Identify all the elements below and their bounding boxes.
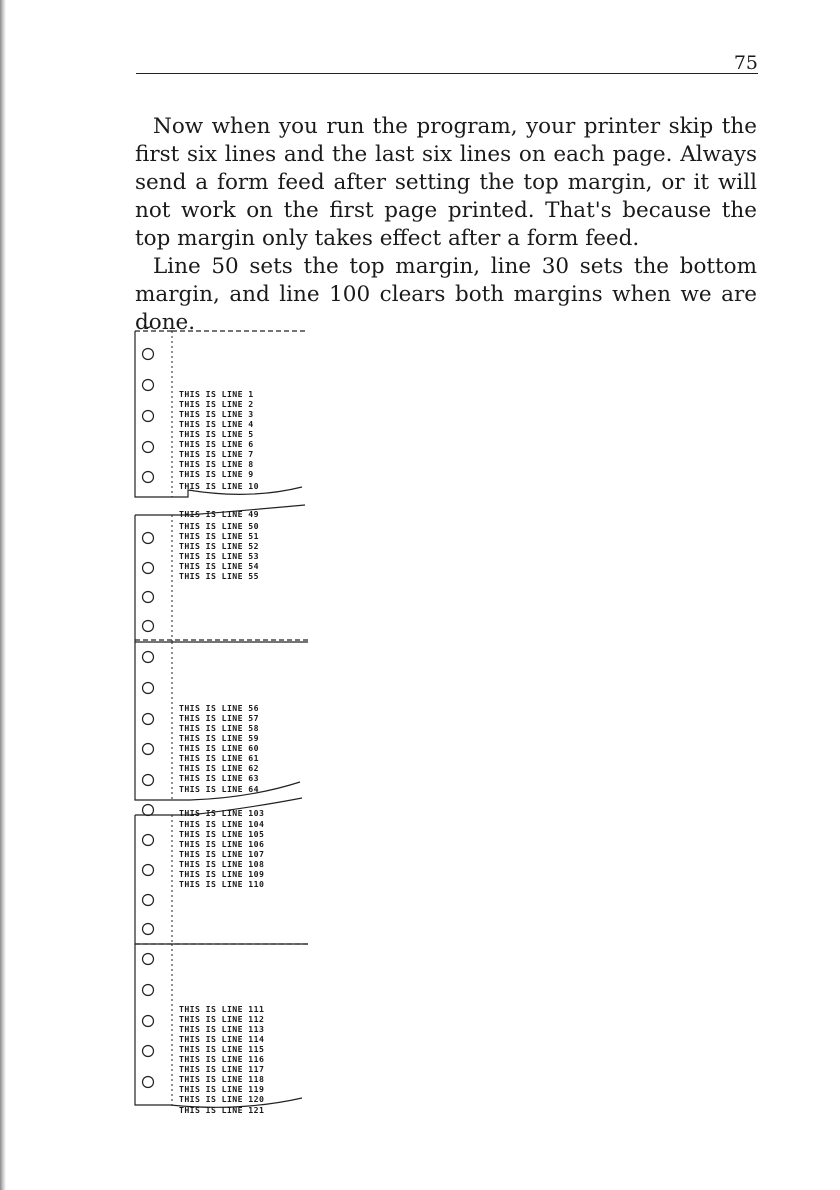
printed-line: THIS IS LINE 51 [179,531,259,541]
printed-line: THIS IS LINE 53 [179,551,259,561]
printed-line: THIS IS LINE 6 [179,439,254,449]
tractor-hole-icon [143,714,154,725]
tractor-hole-icon [143,592,154,603]
printed-line: THIS IS LINE 2 [179,399,254,409]
printed-line: THIS IS LINE 113 [179,1024,265,1034]
tractor-hole-icon [143,805,154,816]
tractor-hole-icon [143,683,154,694]
printed-line: THIS IS LINE 56 [179,703,259,713]
printed-line: THIS IS LINE 57 [179,713,259,723]
printed-line: THIS IS LINE 63 [179,773,259,783]
printed-line: THIS IS LINE 52 [179,541,259,551]
printed-line-torn: THIS IS LINE 121 [179,1105,265,1115]
printed-line: THIS IS LINE 7 [179,449,254,459]
printed-line: THIS IS LINE 105 [179,829,265,839]
printed-line: THIS IS LINE 55 [179,571,259,581]
tractor-hole-icon [143,1077,154,1088]
tractor-hole-icon [143,1046,154,1057]
printed-line-torn: THIS IS LINE 49 [179,509,259,519]
printed-line-torn: THIS IS LINE 10 [179,481,259,491]
tractor-hole-icon [143,533,154,544]
printed-line: THIS IS LINE 112 [179,1014,265,1024]
tear-notch [144,325,152,328]
scan-edge-shadow [0,0,6,1190]
printed-line: THIS IS LINE 119 [179,1084,265,1094]
printed-line: THIS IS LINE 115 [179,1044,265,1054]
printed-line: THIS IS LINE 8 [179,459,254,469]
printed-line: THIS IS LINE 54 [179,561,259,571]
printed-line: THIS IS LINE 58 [179,723,259,733]
tractor-hole-icon [143,652,154,663]
printed-line: THIS IS LINE 4 [179,419,254,429]
sheet-4-lines [179,808,264,889]
printed-line: THIS IS LINE 59 [179,733,259,743]
body-text [135,113,757,337]
printed-line: THIS IS LINE 60 [179,743,259,753]
tractor-hole-icon [143,1016,154,1027]
printed-line: THIS IS LINE 110 [179,879,265,889]
paragraph-1: Now when you run the program, your printer skip the first six lines and the last six lines on each page. Always send a form feed after setting the top margin, or it will not work on the first page printed. That's because the top margin only takes effect after a form feed. [135,114,757,251]
printed-line: THIS IS LINE 62 [179,763,259,773]
paragraph-2: Line 50 sets the top margin, line 30 sets the bottom margin, and line 100 clears both margins when we are done. [135,254,757,335]
tractor-hole-icon [143,442,154,453]
sheet-2-lines [179,509,259,581]
tractor-hole-icon [143,563,154,574]
header-rule [136,73,758,74]
tractor-hole-icon [143,621,154,632]
printed-line: THIS IS LINE 109 [179,869,265,879]
printed-line: THIS IS LINE 106 [179,839,265,849]
tractor-hole-icon [143,744,154,755]
printed-line: THIS IS LINE 107 [179,849,265,859]
printed-line: THIS IS LINE 50 [179,521,259,531]
printed-line: THIS IS LINE 114 [179,1034,265,1044]
sheet-5-lines [179,1004,264,1115]
tractor-hole-icon [143,835,154,846]
page-number: 75 [733,52,758,74]
printed-line: THIS IS LINE 3 [179,409,254,419]
printed-line: THIS IS LINE 111 [179,1004,265,1014]
tractor-hole-icon [143,349,154,360]
tractor-hole-icon [143,924,154,935]
sheet-1-lines [179,389,259,491]
tractor-hole-icon [143,472,154,483]
printed-line-torn: THIS IS LINE 64 [179,784,259,794]
tractor-hole-icon [143,985,154,996]
printed-line-torn: THIS IS LINE 103 [179,808,265,818]
printed-line: THIS IS LINE 117 [179,1064,265,1074]
tractor-hole-icon [143,380,154,391]
sheet-3-lines [179,703,259,794]
printed-line: THIS IS LINE 120 [179,1094,265,1104]
printed-line: THIS IS LINE 5 [179,429,254,439]
tractor-hole-icon [143,865,154,876]
printer-output-illustration [130,322,320,1136]
tractor-hole-icon [143,775,154,786]
tractor-hole-icon [143,411,154,422]
printout-svg [130,322,320,1132]
tractor-hole-icon [143,954,154,965]
printed-line: THIS IS LINE 61 [179,753,259,763]
printed-line: THIS IS LINE 104 [179,819,265,829]
tractor-hole-icon [143,895,154,906]
printed-line: THIS IS LINE 1 [179,389,254,399]
printed-line: THIS IS LINE 118 [179,1074,265,1084]
printed-line: THIS IS LINE 108 [179,859,265,869]
printed-line: THIS IS LINE 116 [179,1054,265,1064]
printed-line: THIS IS LINE 9 [179,469,254,479]
